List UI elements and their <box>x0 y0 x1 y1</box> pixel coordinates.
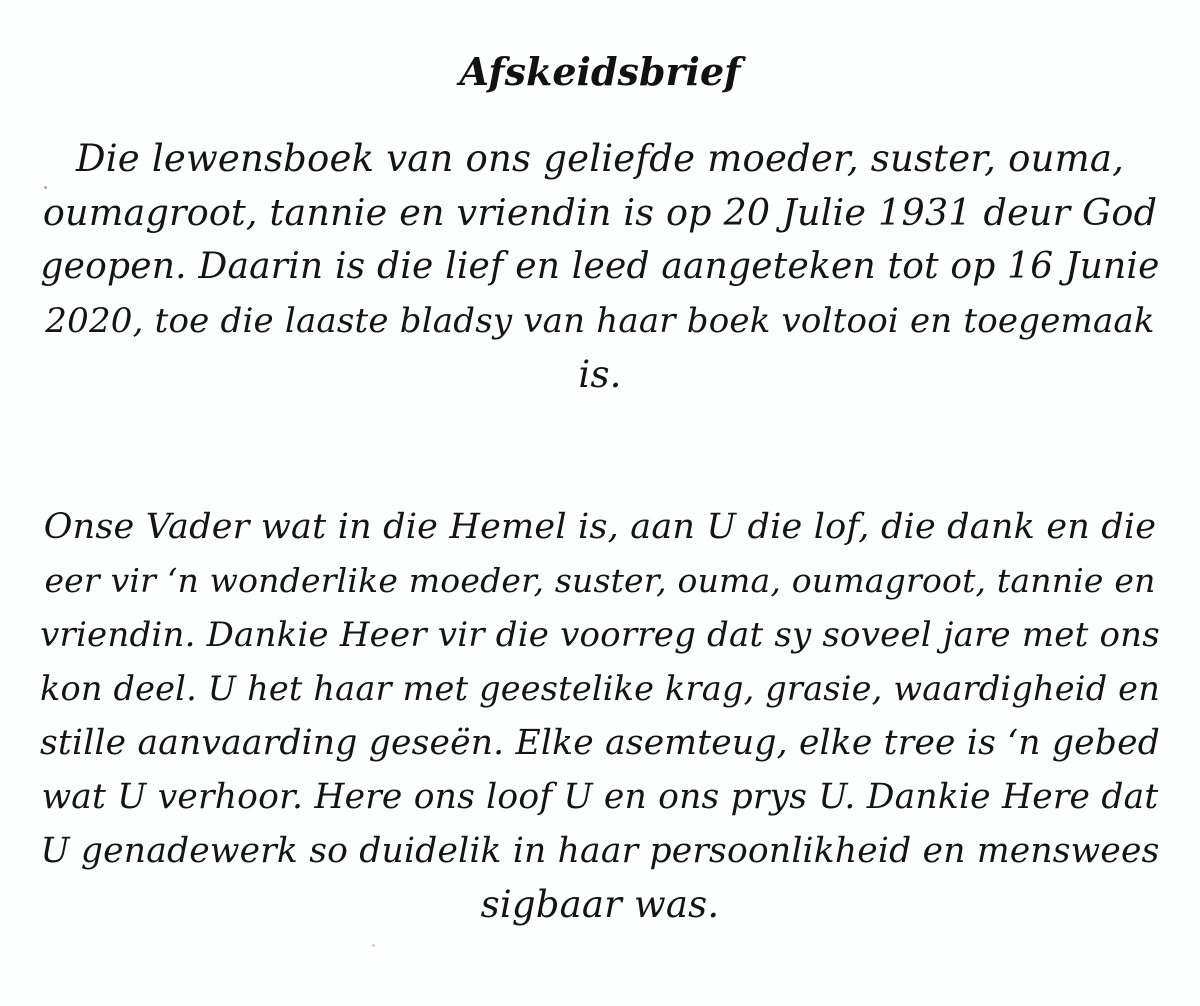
paragraph-line: eer vir ‘n wonderlike moeder, suster, ouma, oumagroot, tannie en <box>44 561 1156 600</box>
document-title: Afskeidsbrief <box>459 49 741 94</box>
paragraph-opening <box>40 132 1160 402</box>
paragraph-line: U genadewerk so duidelik in haar persoonlikheid en menswees <box>40 831 1160 871</box>
paragraph-line: 2020, toe die laaste bladsy van haar boek voltooi en toegemaak <box>45 301 1155 341</box>
paragraph-prayer <box>40 500 1160 932</box>
paragraph-line: Onse Vader wat in die Hemel is, aan U die lof, die dank en die <box>43 507 1157 547</box>
paragraph-line: geopen. Daarin is die lief en leed aangeteken tot op 16 Junie <box>40 246 1160 287</box>
paragraph-line: stille aanvaarding geseën. Elke asemteug, elke tree is ‘n gebed <box>40 723 1160 763</box>
paragraph-line: Die lewensboek van ons geliefde moeder, suster, ouma, <box>75 137 1125 180</box>
paragraph-line: oumagroot, tannie en vriendin is op 20 Julie 1931 deur God <box>42 191 1158 234</box>
paragraph-line: kon deel. U het haar met geestelike krag, grasie, waardigheid en <box>40 669 1160 708</box>
paragraph-line: is. <box>578 353 622 396</box>
paragraph-line: wat U verhoor. Here ons loof U en ons prys U. Dankie Here dat <box>41 777 1159 817</box>
scan-speck <box>372 944 375 947</box>
paragraph-line: vriendin. Dankie Heer vir die voorreg dat sy soveel jare met ons <box>40 615 1160 655</box>
paragraph-line: sigbaar was. <box>480 883 720 926</box>
